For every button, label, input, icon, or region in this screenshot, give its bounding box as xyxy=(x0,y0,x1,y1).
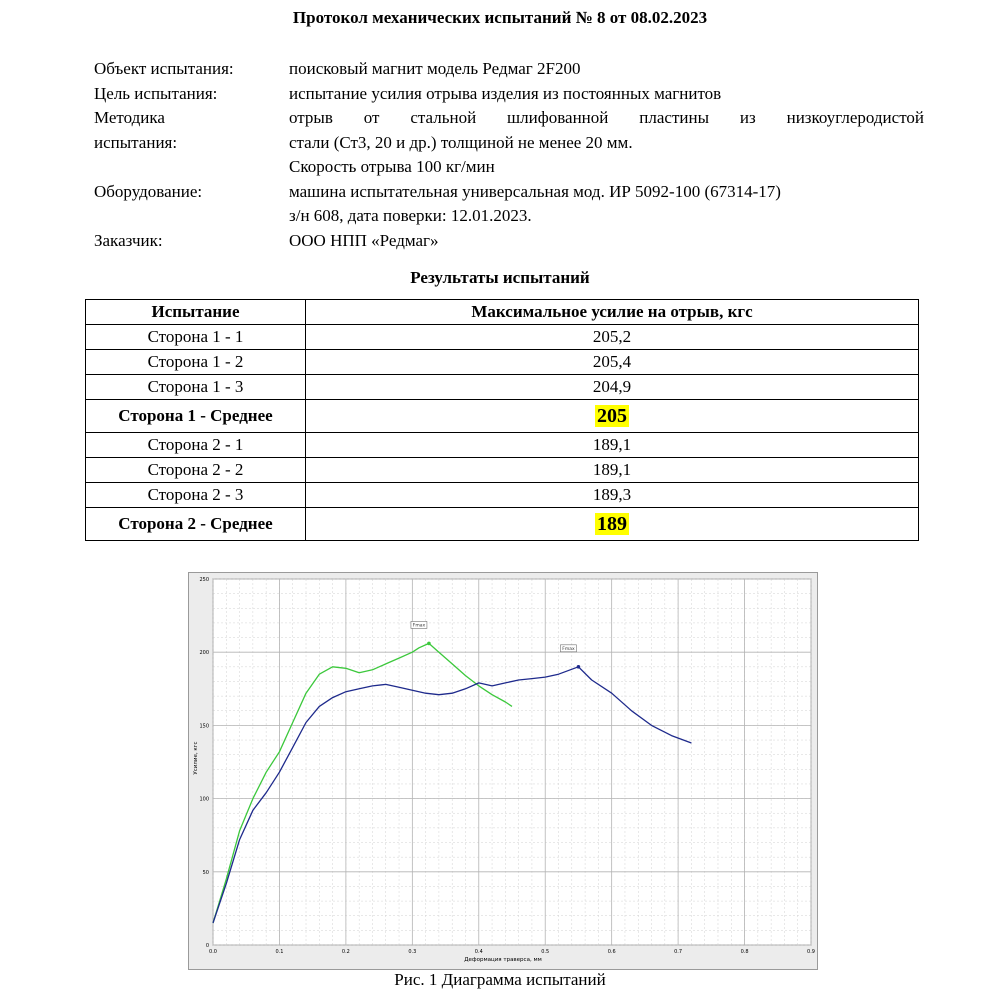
meta-row-object xyxy=(94,57,924,82)
meta-row-method xyxy=(94,106,924,180)
test-diagram xyxy=(188,572,818,970)
y-tick-label: 50 xyxy=(202,869,209,876)
y-tick-label: 250 xyxy=(199,577,209,583)
x-axis-label: Деформация траверса, мм xyxy=(464,957,542,963)
x-tick-label: 0.6 xyxy=(607,949,616,955)
test-value xyxy=(306,400,919,433)
meta-value xyxy=(289,82,924,107)
meta-label-line: Методика xyxy=(94,108,165,127)
meta-label-line: испытания: xyxy=(94,132,178,152)
table-row-average xyxy=(86,400,919,433)
meta-value xyxy=(289,57,924,82)
test-name: Сторона 1 - Среднее xyxy=(86,400,306,433)
meta-value-line: испытание усилия отрыва изделия из постоянных магнитов xyxy=(289,83,722,103)
table-row-average xyxy=(86,508,919,541)
test-name: Сторона 2 - 1 xyxy=(86,433,306,458)
test-name: Сторона 1 - 3 xyxy=(86,375,306,400)
y-tick-label: 100 xyxy=(199,796,209,803)
test-value: 189,3 xyxy=(306,483,919,508)
y-tick-label: 200 xyxy=(199,650,209,657)
test-name: Сторона 2 - 2 xyxy=(86,458,306,483)
x-tick-label: 0.1 xyxy=(275,949,284,955)
meta-label: Заказчик: xyxy=(94,230,163,250)
meta-value xyxy=(289,229,924,254)
peak-label: Fmax xyxy=(562,647,575,653)
meta-value-line: Скорость отрыва 100 кг/мин xyxy=(289,157,495,176)
header-test: Испытание xyxy=(86,300,306,325)
x-tick-label: 0.5 xyxy=(541,949,550,955)
test-value xyxy=(306,508,919,541)
meta-label: Оборудование: xyxy=(94,181,203,201)
meta-value-line: машина испытательная универсальная мод. ИР 5092-100 (67314-17) xyxy=(289,181,781,201)
peak-point-blue xyxy=(577,665,581,669)
test-name: Сторона 2 - Среднее xyxy=(86,508,306,541)
peak-label: Fmax xyxy=(412,623,426,629)
meta-value-line: ООО НПП «Редмаг» xyxy=(289,230,439,250)
results-title: Результаты испытаний xyxy=(410,268,590,287)
meta-label xyxy=(94,106,289,180)
table-row xyxy=(86,325,919,350)
header-max-force: Максимальное усилие на отрыв, кгс xyxy=(306,300,919,325)
meta-value-line: отрыв от стальной шлифованной пластины из низкоуглеродистой xyxy=(289,108,924,127)
meta-label: Объект испытания: xyxy=(94,59,234,78)
meta-label: Цель испытания: xyxy=(94,83,218,103)
table-row xyxy=(86,483,919,508)
test-value: 189,1 xyxy=(306,433,919,458)
meta-row-equipment xyxy=(94,180,924,229)
table-row xyxy=(86,458,919,483)
highlighted-average: 205 xyxy=(597,404,627,427)
meta-row-customer xyxy=(94,229,924,254)
figure-caption: Рис. 1 Диаграмма испытаний xyxy=(394,970,606,989)
table-row xyxy=(86,375,919,400)
test-value: 189,1 xyxy=(306,458,919,483)
meta-value-line: поисковый магнит модель Редмаг 2F200 xyxy=(289,59,581,78)
test-value: 205,2 xyxy=(306,325,919,350)
x-tick-label: 0.9 xyxy=(807,949,815,955)
test-name: Сторона 1 - 1 xyxy=(86,325,306,350)
x-tick-label: 0.8 xyxy=(740,949,749,955)
meta-row-goal xyxy=(94,82,924,107)
x-tick-label: 0.0 xyxy=(209,949,217,955)
highlighted-average: 189 xyxy=(597,512,627,535)
y-axis-label: Усилие, кгс xyxy=(193,741,199,775)
meta-value-line: з/н 608, дата поверки: 12.01.2023. xyxy=(289,206,532,225)
meta-value-line: стали (Ст3, 20 и др.) толщиной не менее 20 мм. xyxy=(289,132,633,152)
test-name: Сторона 2 - 3 xyxy=(86,483,306,508)
y-tick-label: 150 xyxy=(199,723,209,730)
y-tick-label: 0 xyxy=(205,943,209,949)
table-row xyxy=(86,433,919,458)
results-table xyxy=(85,299,919,541)
peak-point-green xyxy=(427,642,431,646)
protocol-title: Протокол механических испытаний № 8 от 08.02.2023 xyxy=(292,8,708,27)
table-row xyxy=(86,350,919,375)
test-value: 205,4 xyxy=(306,350,919,375)
plot-area xyxy=(213,579,811,945)
force-deformation-chart xyxy=(189,573,817,969)
results-header-row xyxy=(86,300,919,325)
x-tick-label: 0.4 xyxy=(474,949,483,955)
x-tick-label: 0.3 xyxy=(408,949,417,955)
meta-value xyxy=(289,180,924,229)
meta-value xyxy=(289,106,924,180)
x-tick-label: 0.7 xyxy=(674,949,683,955)
test-name: Сторона 1 - 2 xyxy=(86,350,306,375)
test-value: 204,9 xyxy=(306,375,919,400)
protocol-meta xyxy=(94,57,924,253)
x-tick-label: 0.2 xyxy=(341,949,350,955)
